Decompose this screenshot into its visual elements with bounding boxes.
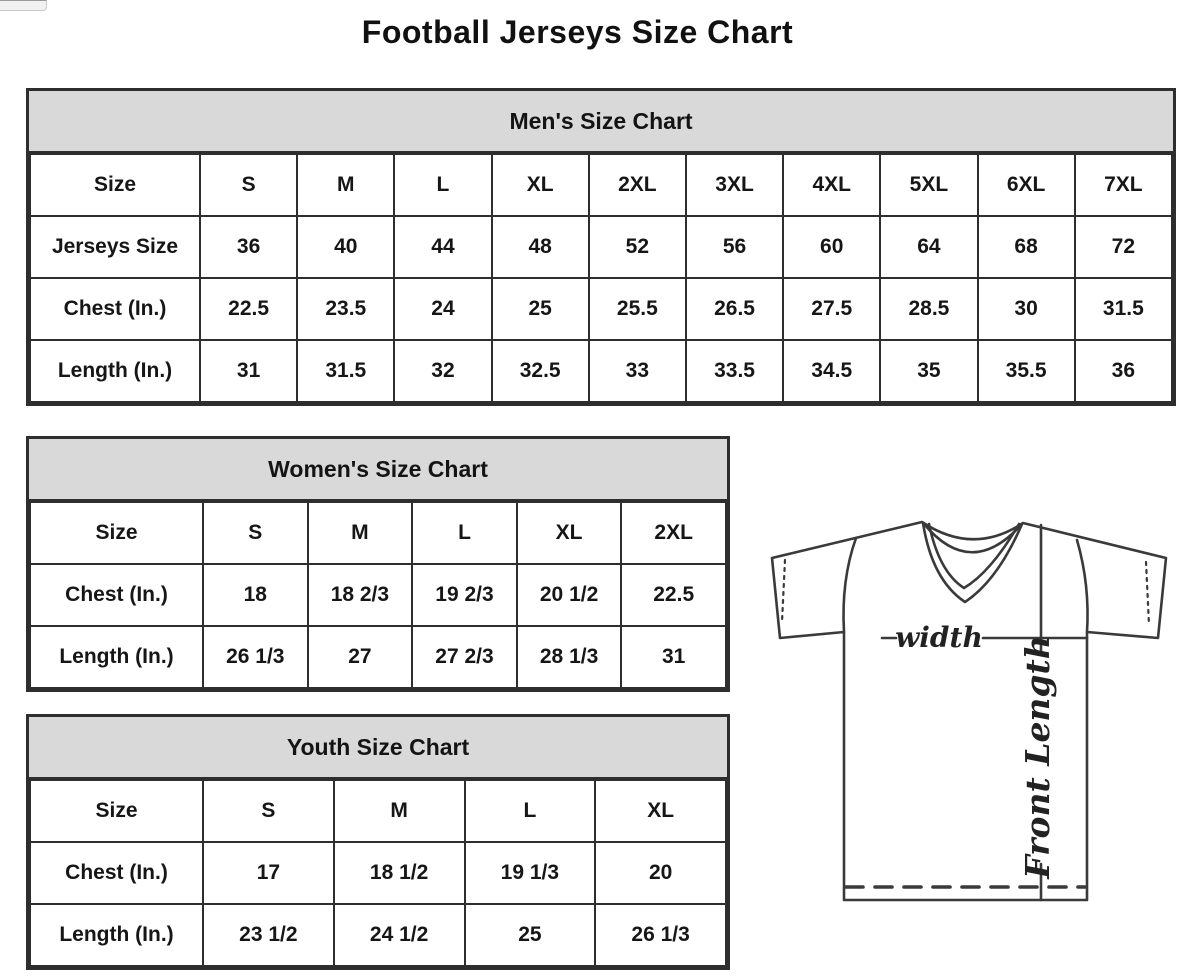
table-row: [30, 278, 1172, 340]
table-row: [30, 842, 726, 904]
size-value-cell: 18: [203, 564, 308, 626]
size-value-cell: 30: [978, 278, 1075, 340]
mens-size-chart: [26, 88, 1176, 406]
size-value-cell: 19 2/3: [412, 564, 517, 626]
size-value-cell: 35.5: [978, 340, 1075, 402]
size-value-cell: 17: [203, 842, 334, 904]
row-label-cell: Length (In.): [30, 626, 203, 688]
size-value-cell: 27: [308, 626, 413, 688]
size-value-cell: 52: [589, 216, 686, 278]
size-value-cell: 44: [394, 216, 491, 278]
size-value-cell: 36: [1075, 340, 1172, 402]
mens-chart-title-band: Men's Size Chart: [29, 91, 1173, 153]
youth-size-table: [29, 779, 727, 967]
left-armhole-seam: [844, 538, 857, 632]
size-value-cell: 31: [621, 626, 726, 688]
row-label-cell: Chest (In.): [30, 564, 203, 626]
size-value-cell: 20 1/2: [517, 564, 622, 626]
mens-size-table: [29, 153, 1173, 403]
size-value-cell: 27.5: [783, 278, 880, 340]
size-value-cell: 35: [880, 340, 977, 402]
womens-size-chart: [26, 436, 730, 692]
size-value-cell: 72: [1075, 216, 1172, 278]
table-row: [30, 216, 1172, 278]
size-header-cell: 2XL: [621, 502, 726, 564]
size-value-cell: 25: [465, 904, 596, 966]
table-row: [30, 564, 726, 626]
size-header-cell: M: [297, 154, 394, 216]
size-value-cell: 31.5: [1075, 278, 1172, 340]
size-value-cell: 64: [880, 216, 977, 278]
size-value-cell: 27 2/3: [412, 626, 517, 688]
size-header-cell: L: [412, 502, 517, 564]
youth-size-chart: [26, 714, 730, 970]
size-value-cell: 32.5: [492, 340, 589, 402]
size-header-row: [30, 780, 726, 842]
size-header-cell: 5XL: [880, 154, 977, 216]
row-label-cell: Size: [30, 154, 200, 216]
size-header-cell: M: [308, 502, 413, 564]
size-value-cell: 48: [492, 216, 589, 278]
size-header-cell: XL: [492, 154, 589, 216]
row-label-cell: Length (In.): [30, 340, 200, 402]
table-row: [30, 340, 1172, 402]
size-header-cell: 7XL: [1075, 154, 1172, 216]
size-value-cell: 33: [589, 340, 686, 402]
row-label-cell: Chest (In.): [30, 842, 203, 904]
womens-chart-title-band: Women's Size Chart: [29, 439, 727, 501]
size-value-cell: 24 1/2: [334, 904, 465, 966]
size-value-cell: 18 1/2: [334, 842, 465, 904]
row-label-cell: Jerseys Size: [30, 216, 200, 278]
size-header-cell: 6XL: [978, 154, 1075, 216]
size-value-cell: 23.5: [297, 278, 394, 340]
size-value-cell: 23 1/2: [203, 904, 334, 966]
right-armhole-seam: [1077, 540, 1088, 632]
table-row: [30, 626, 726, 688]
size-value-cell: 36: [200, 216, 297, 278]
corner-artifact: [0, 0, 47, 11]
size-value-cell: 34.5: [783, 340, 880, 402]
table-row: [30, 904, 726, 966]
size-value-cell: 24: [394, 278, 491, 340]
size-header-cell: S: [203, 780, 334, 842]
row-label-cell: Chest (In.): [30, 278, 200, 340]
page-title: Football Jerseys Size Chart: [361, 14, 794, 50]
jersey-outline: [772, 522, 1166, 900]
size-header-cell: XL: [595, 780, 726, 842]
collar-v-outer: [923, 523, 1022, 602]
size-value-cell: 33.5: [686, 340, 783, 402]
jersey-diagram: [740, 480, 1200, 980]
size-value-cell: 26 1/3: [595, 904, 726, 966]
size-header-cell: S: [203, 502, 308, 564]
womens-size-table: [29, 501, 727, 689]
size-value-cell: 28.5: [880, 278, 977, 340]
size-value-cell: 32: [394, 340, 491, 402]
size-value-cell: 31.5: [297, 340, 394, 402]
size-header-cell: 4XL: [783, 154, 880, 216]
size-header-cell: 3XL: [686, 154, 783, 216]
size-header-row: [30, 502, 726, 564]
size-value-cell: 25.5: [589, 278, 686, 340]
size-header-cell: S: [200, 154, 297, 216]
size-value-cell: 26 1/3: [203, 626, 308, 688]
size-value-cell: 60: [783, 216, 880, 278]
front-length-label: Front Length: [1018, 635, 1057, 879]
size-value-cell: 56: [686, 216, 783, 278]
size-header-cell: M: [334, 780, 465, 842]
size-value-cell: 25: [492, 278, 589, 340]
size-value-cell: 22.5: [621, 564, 726, 626]
size-value-cell: 19 1/3: [465, 842, 596, 904]
size-value-cell: 26.5: [686, 278, 783, 340]
row-label-cell: Size: [30, 780, 203, 842]
right-cuff-stitch: [1146, 562, 1149, 625]
size-header-cell: L: [394, 154, 491, 216]
size-value-cell: 22.5: [200, 278, 297, 340]
size-value-cell: 31: [200, 340, 297, 402]
left-cuff-stitch: [782, 560, 785, 622]
size-header-row: [30, 154, 1172, 216]
width-label: width: [895, 621, 983, 654]
row-label-cell: Size: [30, 502, 203, 564]
size-value-cell: 18 2/3: [308, 564, 413, 626]
size-value-cell: 68: [978, 216, 1075, 278]
size-value-cell: 20: [595, 842, 726, 904]
size-header-cell: L: [465, 780, 596, 842]
youth-chart-title-band: Youth Size Chart: [29, 717, 727, 779]
size-header-cell: XL: [517, 502, 622, 564]
row-label-cell: Length (In.): [30, 904, 203, 966]
size-value-cell: 40: [297, 216, 394, 278]
size-header-cell: 2XL: [589, 154, 686, 216]
size-value-cell: 28 1/3: [517, 626, 622, 688]
